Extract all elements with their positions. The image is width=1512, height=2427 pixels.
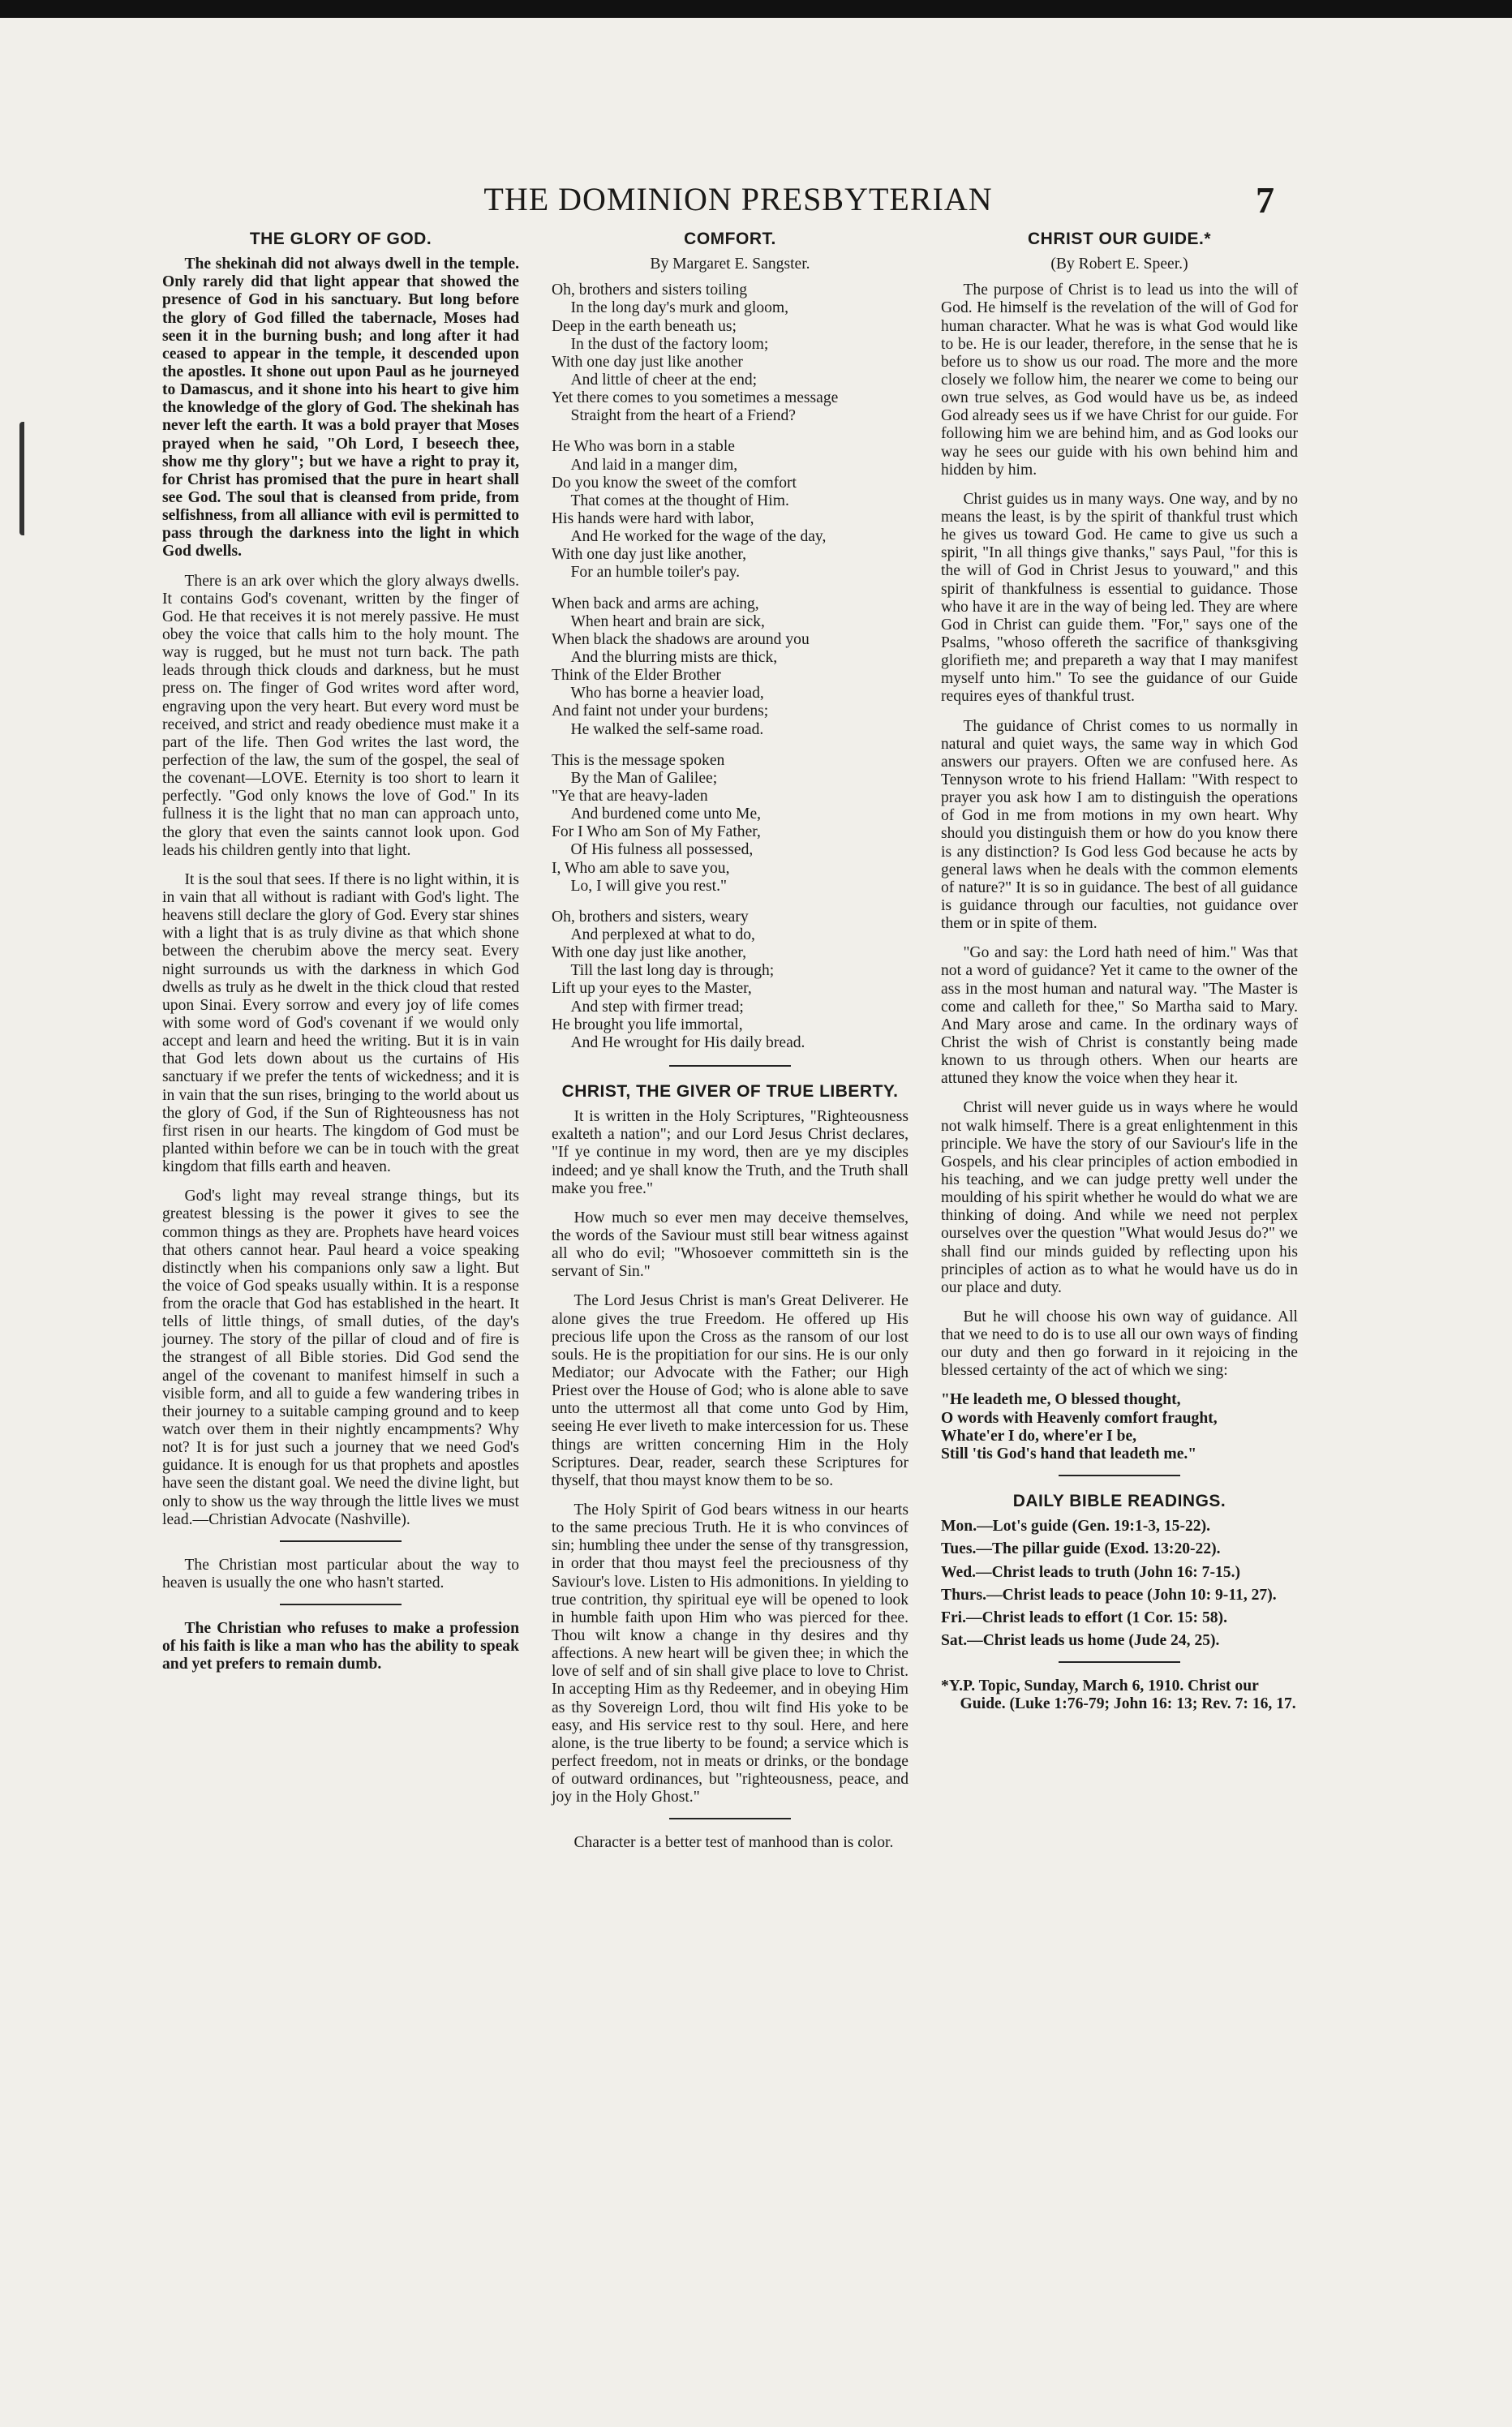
poem-line: And step with firmer tread; [570,998,744,1016]
article-paragraph: God's light may reveal strange things, but its greatest blessing is the power it gives to see the common things as they are. Prophets have heard voices that others cannot hear. Paul heard a voice speaking distinctly when his companions only saw a light. But the voice of God speaks usually within. It is a response from the oracle that God has established in the heart. It tells of little things, of small duties, of the day's journey. The story of the pillar of cloud and of fire is the strangest of all Bible stories. Did God send the angel of the covenant to manifest himself in such a visible form, and all to guide a few wandering tribes in their journey to a suitable camping ground and to keep watch over them in their nightly encampments? Why not? It is for just such a journey that we need God's guidance. It is enough for us that prophets and apostles have seen the distant goal. We need the divine light, but only to show us the way through the little lives we must lead.—Christian Advocate (Nashville). [162,1188,519,1528]
poem-line: Oh, brothers and sisters, weary [552,908,749,926]
column-3 [941,229,1298,1713]
scan-edge [0,0,1512,18]
list-item: Tues.—The pillar guide (Exod. 13:20-22). [941,1540,1221,1558]
verse-line: Whate'er I do, where'er I be, [941,1427,1137,1445]
binding-mark [19,422,42,535]
article-paragraph: Christ will never guide us in ways where he would not walk himself. There is a great enlightenment in this principle. We have the story of our Saviour's life in the Gospels, and his clear principles of action embodied in his teaching, and we can judge pretty well under the moulding of his spirit whether he would do what we are thinking of doing. And while we need not perplex ourselves over the question "What would Jesus do?" we shall find our minds guided by reflecting upon his principles of action as to what he would have us do in our place and duty. [941,1099,1298,1296]
divider [280,1604,402,1605]
hymn-verse [941,1391,1298,1463]
readings-heading: DAILY BIBLE READINGS. [1012,1492,1226,1511]
list-item: Fri.—Christ leads to effort (1 Cor. 15: 58). [941,1609,1227,1626]
article-paragraph: The Lord Jesus Christ is man's Great Deliverer. He alone gives the true Freedom. He offered up His precious life upon the Cross as the ransom of our lost souls. He is the propitiation for our sins. He is our only Mediator; our Advocate with the Father; our High Priest over the House of God; who is alone able to save unto the uttermost all that come unto God by Him, seeing He ever liveth to make intercession for us. These things are written concerning Him in the Holy Scriptures. Dear, reader, search these Scriptures for thyself, that thou mayst know them to be so. [552,1292,908,1489]
poem-line: Lo, I will give you rest." [570,877,727,895]
article-paragraph: There is an ark over which the glory always dwells. It contains God's covenant, written by the finger of God. He that receives it is not merely passive. He must obey the voice that calls him to the holy mount. The way is rugged, but he must not turn back. The path leads through thick clouds and darkness, but he must press on. The finger of God writes word after word, engraving upon the very heart. But every word must be received, and strict and ready obedience must make it a part of the life. Then God writes the last word, the perfection of the law, the sum of the gospel, the seal of the covenant—LOVE. Eternity is too short to learn it perfectly. "God only knows the love of God." In its fullness it is the light that no man can approach unto, the glory that even the saints cannot look upon. God leads his children gently into that light. [162,572,519,859]
poem-line: Do you know the sweet of the comfort [552,474,797,492]
poem-line: And laid in a manger dim, [570,456,738,474]
poem-line: I, Who am able to save you, [552,859,730,877]
article-heading-liberty: CHRIST, THE GIVER OF TRUE LIBERTY. [561,1081,899,1101]
verse-line: "He leadeth me, O blessed thought, [941,1391,1181,1409]
article-byline: (By Robert E. Speer.) [1050,256,1188,273]
masthead [0,180,1512,229]
column-1 [162,229,519,1686]
poem-line: That comes at the thought of Him. [570,492,789,509]
poem-line: Oh, brothers and sisters toiling [552,281,748,299]
list-item: Mon.—Lot's guide (Gen. 19:1-3, 15-22). [941,1518,1210,1536]
divider [280,1540,402,1542]
poem-line: By the Man of Galilee; [570,769,718,787]
article-paragraph: The purpose of Christ is to lead us into the will of God. He himself is the revelation of the will of God for human character. What he was is what God would like to be. He is our leader, therefore, in the sense that he is before us to show us our road. The more and the more closely we follow him, the nearer we come to being our own true selves, as God would have us be, as indeed God already sees us if we have Christ for our guide. For following him we are behind him, and as God looks our way he sees our guide with his own behind him and hidden by him. [941,281,1298,479]
article-paragraph: The Holy Spirit of God bears witness in our hearts to the same precious Truth. He it is who convinces of sin; humbling thee under the sense of thy transgression, in order that thou mayst feel the preciousness of thy Saviour's love. Listen to His admonitions. In yielding to true contrition, thy spiritual eye will be opened to look in humble faith upon Him who was pierced for thee. Thou wilt know a change in thy desires and thy affections. A new heart will be given thee; in which the love of self and of sin shall give place to love to Christ. In accepting Him as thy Redeemer, and in obeying Him as thy Sovereign Lord, thou wilt find His yoke to be easy, and His service rest to thy soul. Here, and here alone, is the true liberty to be found; a service which is perfect freedom, not in meats or drinks, or the bondage of outward ordinances, but "righteousness, peace, and joy in the Holy Ghost." [552,1501,908,1806]
poem-line: Of His fulness all possessed, [570,841,754,859]
article-paragraph: The shekinah did not always dwell in the temple. Only rarely did that light appear that showed the presence of God in his sanctuary. But long before the glory of God filled the tabernacle, Moses had seen it in the burning bush; and long after it had ceased to appear in the temple, it descended upon the apostles. It shone out upon Paul as he journeyed to Damascus, and it shone into his heart to give him the knowledge of the glory of God. The shekinah has never left the earth. It was a bold prayer that Moses prayed when he said, "Oh Lord, I beseech thee, show me thy glory"; but we have a right to pray it, for Christ has promised that the pure in heart shall see God. The soul that is cleansed from pride, from selfishness, from all alliance with evil is permitted to pass through the darkness into the light in which God dwells. [162,256,519,561]
poem-line: And He worked for the wage of the day, [570,528,827,546]
poem-line: And He wrought for His daily bread. [570,1033,805,1051]
poem-line: And perplexed at what to do, [570,926,755,943]
readings-list [941,1518,1298,1650]
article-paragraph: How much so ever men may deceive themselves, the words of the Saviour must still bear witness against all who do evil; "Whosoever committeth sin is the servant of Sin." [552,1209,908,1281]
article-paragraph: "Go and say: the Lord hath need of him." Was that not a word of guidance? Yet it came to the owner of the ass in the most human and natural way. "The Master is come and calleth for thee," So Martha said to Mary. And Mary arose and came. In the ordinary ways of Christ the wish of Christ is constantly being made known to us through others. When our hearts are attuned they know the voice when they hear it. [941,944,1298,1088]
list-item: Thurs.—Christ leads to peace (John 10: 9-11, 27). [941,1586,1277,1604]
footnote: *Y.P. Topic, Sunday, March 6, 1910. Christ our Guide. (Luke 1:76-79; John 16: 13; Rev. 7: 16, 17. [941,1677,1296,1713]
poem-line: Who has borne a heavier load, [570,685,764,702]
article-paragraph: The guidance of Christ comes to us normally in natural and quiet ways, the same way in which God answers our prayers. Often we are confused here. As Tennyson wrote to his friend Hallam: "With respect to prayer you ask how I am to distinguish the operations of God in me from motions in my own heart. Why should you distinguish them or how do you know there is any distinction? Is God less God because he acts by general laws when he deals with the common elements of nature?" It is so in guidance. The best of all guidance is guidance through our faculties, not guidance over them or in spite of them. [941,717,1298,933]
poem-line: When black the shadows are around you [552,630,810,648]
article-paragraph: But he will choose his own way of guidance. All that we need to do is to use all our own ways of finding our duty and then go forward in it rejoicing in the blessed certainty of the act of which we sing: [941,1308,1298,1380]
poem-line: Deep in the earth beneath us; [552,317,737,335]
poem-line: Think of the Elder Brother [552,667,721,685]
poem-byline: By Margaret E. Sangster. [650,256,810,273]
poem-line: He Who was born in a stable [552,438,735,456]
poem-line: With one day just like another, [552,546,747,564]
article-heading-guide: CHRIST OUR GUIDE.* [1027,230,1211,248]
poem-line: And burdened come unto Me, [570,805,762,823]
poem-line: In the dust of the factory loom; [570,335,769,353]
divider [1059,1661,1180,1663]
divider [669,1818,791,1819]
poem-line: "Ye that are heavy-laden [552,787,708,805]
poem-line: He brought you life immortal, [552,1016,743,1033]
divider [1059,1475,1180,1476]
poem-line: This is the message spoken [552,751,725,769]
poem-line: And faint not under your burdens; [552,702,769,720]
article-paragraph: It is the soul that sees. If there is no light within, it is in vain that all without is radiant with God's light. The heavens still declare the glory of God. Every star shines with a light that is as truly divine as that which shone between the cherubim above the mercy seat. Every night surrounds us with the darkness in which God dwells as truly as he dwelt in the thick cloud that rested upon Sinai. Every sorrow and every joy of life comes with some word of God's covenant if we would only accept and learn and heed the writing. But it is in vain that God lets down about us the curtains of His sanctuary if we prefer the tents of wickedness; and it is in vain that the sun rises, bringing to the world about us the glory of God, if the Sun of Righteousness has not first risen in our hearts. The kingdom of God must be planted within before we can be in touch with the great kingdom that fills earth and heaven. [162,870,519,1176]
verse-line: Still 'tis God's hand that leadeth me." [941,1445,1197,1463]
filler-paragraph: The Christian who refuses to make a profession of his faith is like a man who has the ability to speak and yet prefers to remain dumb. [162,1620,519,1673]
poem-comfort [552,281,908,1052]
article-heading-glory: THE GLORY OF GOD. [249,230,432,248]
poem-stanza [552,909,908,1052]
poem-line: And little of cheer at the end; [570,372,758,389]
poem-line: And the blurring mists are thick, [570,649,778,666]
column-2 [552,229,908,1863]
poem-line: He walked the self-same road. [570,720,764,738]
poem-stanza [552,595,908,739]
poem-line: Lift up your eyes to the Master, [552,980,752,998]
filler-paragraph: Character is a better test of manhood than is color. [573,1834,894,1852]
poem-line: For an humble toiler's pay. [570,564,741,582]
poem-line: Straight from the heart of a Friend? [570,407,797,425]
article-paragraph: Christ guides us in many ways. One way, and by no means the least, is by the spirit of thankful trust which he gives us toward God. He came to give us such a spirit, "In all things give thanks," says Paul, "for this is the will of God in Christ Jesus to youward," and this spirit of thankfulness is essential to guidance. Those who have it are in the way of being led. They are where God in Christ can guide them. "For," says one of the Psalms, "whoso offereth the sacrifice of thanksgiving glorifieth me; and prepareth a way that I may manifest myself unto him." To see the guidance of our Guide requires eyes of thankful trust. [941,490,1298,706]
poem-line: With one day just like another [552,353,743,371]
poem-line: Yet there comes to you sometimes a message [552,389,839,407]
poem-line: With one day just like another, [552,944,747,962]
poem-line: For I Who am Son of My Father, [552,823,761,841]
list-item: Wed.—Christ leads to truth (John 16: 7-15.) [941,1563,1241,1581]
poem-line: Till the last long day is through; [570,962,775,980]
page-number: 7 [1256,179,1274,221]
poem-heading-comfort: COMFORT. [684,230,776,248]
poem-stanza [552,438,908,582]
filler-paragraph: The Christian most particular about the way to heaven is usually the one who hasn't started. [162,1556,519,1592]
poem-line: When heart and brain are sick, [570,612,765,630]
poem-line: His hands were hard with labor, [552,510,754,528]
poem-line: When back and arms are aching, [552,595,759,612]
verse-line: O words with Heavenly comfort fraught, [941,1409,1218,1427]
poem-line: In the long day's murk and gloom, [570,299,789,317]
divider [669,1065,791,1067]
publication-title: THE DOMINION PRESBYTERIAN [483,181,993,217]
article-paragraph: It is written in the Holy Scriptures, "Righteousness exalteth a nation"; and our Lord Jesus Christ declares, "If ye continue in my word, then are ye my disciples indeed; and ye shall know the Truth, and the Truth shall make you free." [552,1108,908,1197]
poem-stanza [552,281,908,425]
list-item: Sat.—Christ leads us home (Jude 24, 25). [941,1631,1220,1649]
poem-stanza [552,752,908,896]
